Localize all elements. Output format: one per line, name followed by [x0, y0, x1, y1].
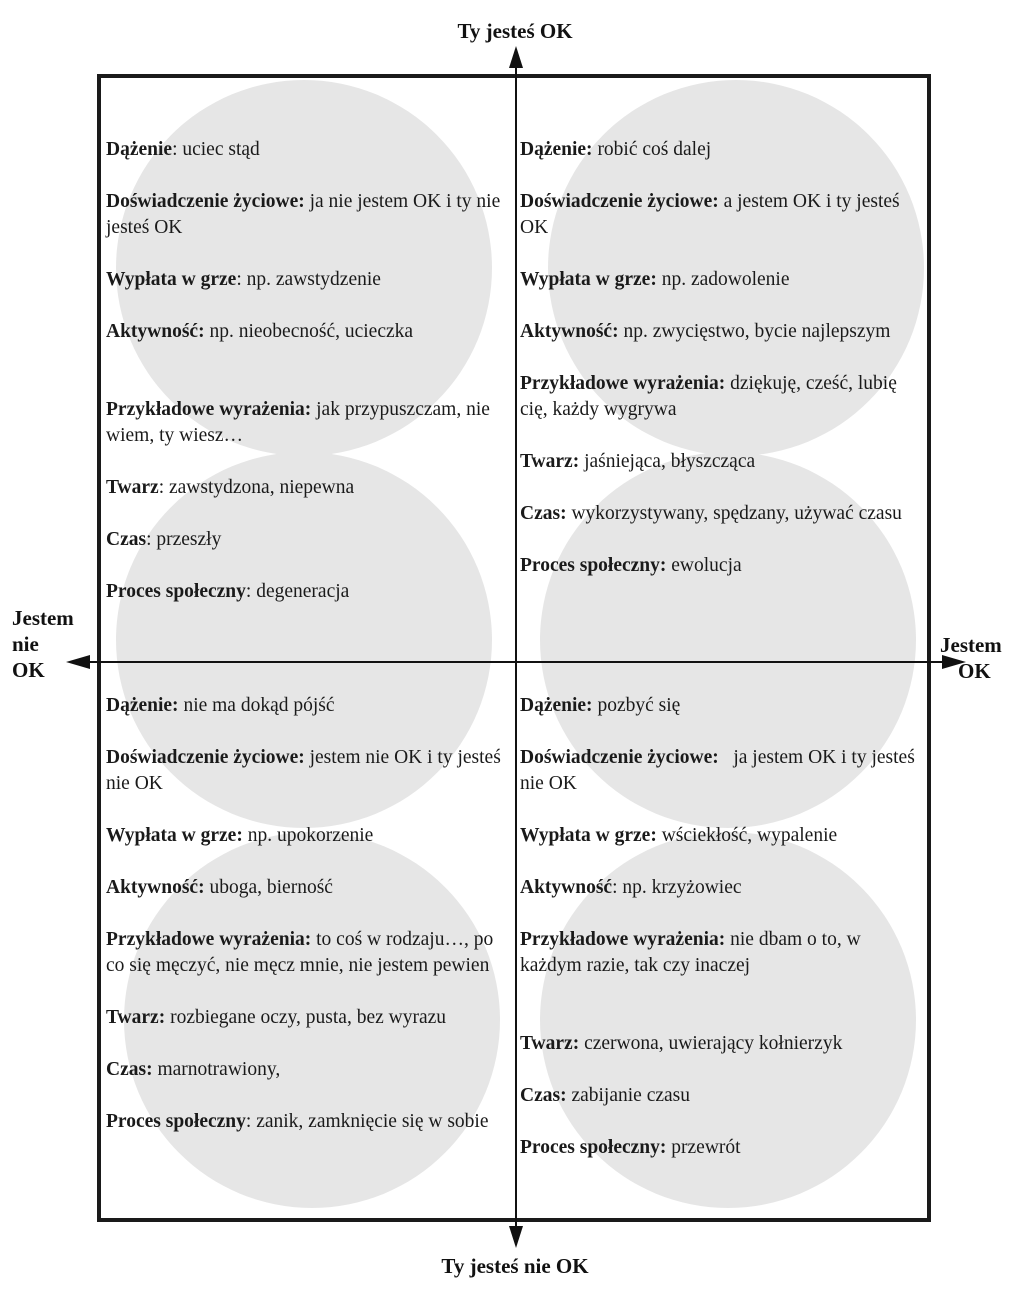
row-twarz: Twarz: jaśniejąca, błyszcząca [520, 451, 756, 472]
row-proces: Proces społeczny: degeneracja [106, 581, 350, 602]
row-twarz: Twarz: zawstydzona, niepewna [106, 477, 355, 498]
row-wyplata: Wypłata w grze: np. zawstydzenie [106, 269, 381, 290]
row-wyrazenia: Przykładowe wyrażenia: to coś w rodzaju…, po co się męczyć, nie męcz mnie, nie jestem pewien [106, 929, 494, 976]
row-czas: Czas: zabijanie czasu [520, 1085, 691, 1106]
row-doswiadczenie: Doświadczenie życiowe: a jestem OK i ty jesteś OK [520, 191, 900, 238]
row-aktywnosc: Aktywność: np. krzyżowiec [520, 877, 742, 898]
row-aktywnosc: Aktywność: uboga, bierność [106, 877, 333, 898]
quadrant-bottom-right [520, 693, 925, 1187]
axis-label-top: Ty jesteś OK [457, 19, 573, 43]
row-aktywnosc: Aktywność: np. nieobecność, ucieczka [106, 321, 414, 342]
quadrant-top-left [106, 137, 511, 631]
row-proces: Proces społeczny: zanik, zamknięcie się w sobie [106, 1111, 489, 1132]
quadrant-top-right [520, 137, 925, 605]
row-doswiadczenie: Doświadczenie życiowe: ja jestem OK i ty jesteś nie OK [520, 747, 920, 794]
row-wyplata: Wypłata w grze: np. upokorzenie [106, 825, 374, 846]
arrow-down-icon [509, 1226, 523, 1248]
row-dazenie: Dążenie: uciec stąd [106, 139, 260, 160]
row-wyrazenia: Przykładowe wyrażenia: nie dbam o to, w każdym razie, tak czy inaczej [520, 929, 861, 976]
axis-label-left-line2: nie [12, 632, 39, 656]
row-wyplata: Wypłata w grze: wściekłość, wypalenie [520, 825, 838, 846]
row-aktywnosc: Aktywność: np. zwycięstwo, bycie najlepszym [520, 321, 891, 342]
axis-label-left-line1: Jestem [12, 606, 74, 630]
row-wyplata: Wypłata w grze: np. zadowolenie [520, 269, 790, 290]
axis-label-left [12, 605, 92, 683]
row-czas: Czas: przeszły [106, 529, 222, 550]
row-dazenie: Dążenie: robić coś dalej [520, 139, 712, 160]
row-czas: Czas: wykorzystywany, spędzany, używać czasu [520, 503, 902, 524]
row-proces: Proces społeczny: ewolucja [520, 555, 742, 576]
row-wyrazenia: Przykładowe wyrażenia: dziękuję, cześć, lubię cię, każdy wygrywa [520, 373, 897, 420]
axis-label-right-line1: Jestem [940, 633, 1002, 657]
row-czas: Czas: marnotrawiony, [106, 1059, 281, 1080]
row-twarz: Twarz: rozbiegane oczy, pusta, bez wyrazu [106, 1007, 447, 1028]
row-twarz: Twarz: czerwona, uwierający kołnierzyk [520, 1033, 843, 1054]
axis-label-left-line3: OK [12, 658, 45, 682]
axis-label-right-line2: OK [958, 659, 991, 683]
quadrant-bottom-left [106, 693, 511, 1161]
row-dazenie: Dążenie: nie ma dokąd pójść [106, 695, 335, 716]
axis-label-bottom: Ty jesteś nie OK [441, 1254, 589, 1278]
row-doswiadczenie: Doświadczenie życiowe: jestem nie OK i ty jesteś nie OK [106, 747, 501, 794]
row-wyrazenia: Przykładowe wyrażenia: jak przypuszczam, nie wiem, ty wiesz… [106, 399, 490, 446]
axis-label-right [940, 632, 1020, 684]
row-dazenie: Dążenie: pozbyć się [520, 695, 681, 716]
arrow-up-icon [509, 46, 523, 68]
row-doswiadczenie: Doświadczenie życiowe: ja nie jestem OK i ty nie jesteś OK [106, 191, 501, 238]
row-proces: Proces społeczny: przewrót [520, 1137, 741, 1158]
